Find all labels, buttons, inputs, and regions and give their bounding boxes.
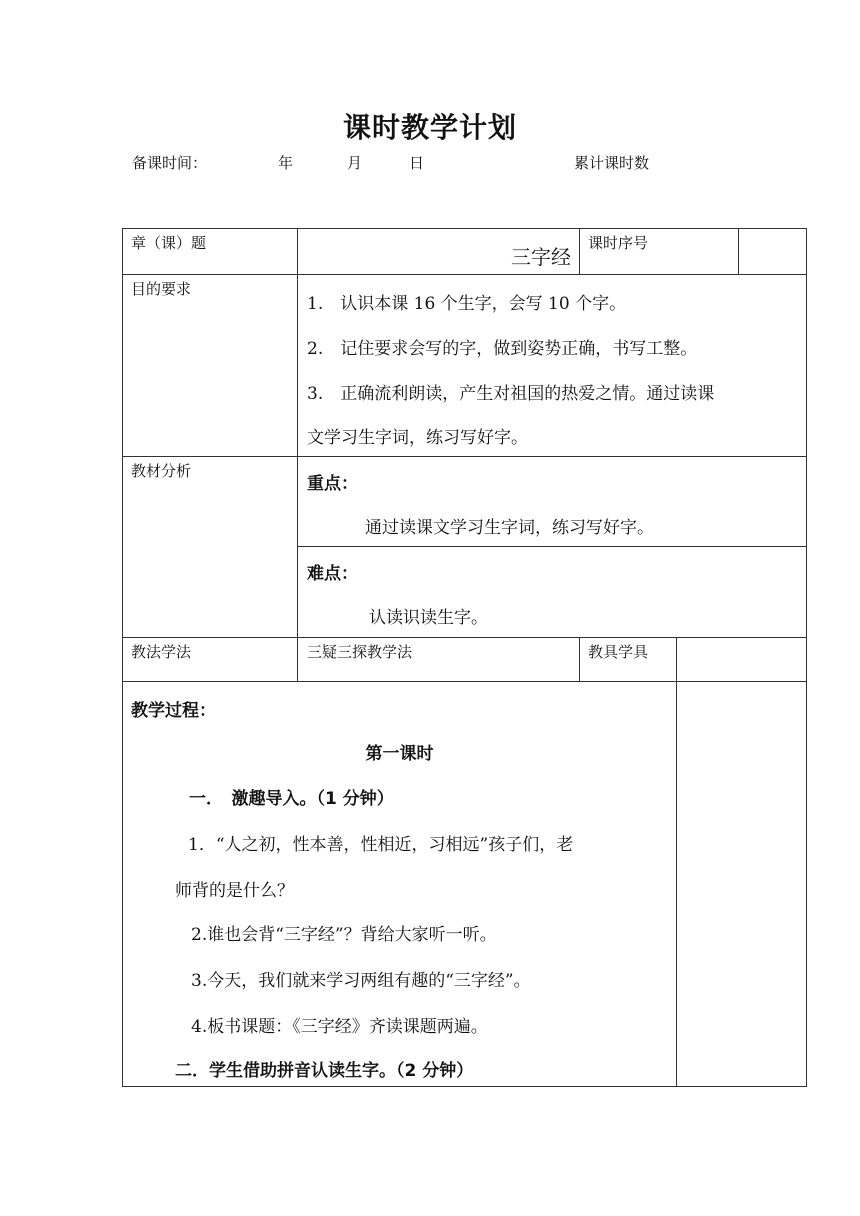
process-cell	[122, 681, 677, 1087]
chapter-value: 三字经	[511, 245, 571, 269]
day-label: 日	[409, 154, 425, 172]
process-item: 2.谁也会背“三字经”？背给大家听一听。	[191, 925, 497, 945]
process-item: 1．“人之初，性本善，性相近，习相远”孩子们，老	[188, 835, 574, 855]
tools-label-cell	[579, 637, 677, 682]
tools-label: 教具学具	[588, 643, 649, 661]
chapter-value-cell	[297, 228, 580, 275]
process-item: 3.今天，我们就来学习两组有趣的“三字经”。	[191, 971, 531, 991]
method-value: 三疑三探教学法	[307, 643, 413, 661]
session-title: 第一课时	[365, 744, 434, 764]
method-label: 教法学法	[131, 643, 192, 661]
process-item: 师背的是什么？	[175, 881, 294, 901]
analysis-label: 教材分析	[131, 462, 192, 480]
difficulty-cell	[297, 546, 807, 638]
lesson-no-label-cell	[579, 228, 739, 275]
year-label: 年	[278, 154, 294, 172]
analysis-label-cell	[122, 456, 298, 638]
key-point-label: 重点：	[307, 474, 358, 494]
month-label: 月	[347, 154, 363, 172]
objectives-label-cell	[122, 274, 298, 457]
chapter-label: 章（课）题	[131, 234, 207, 252]
method-value-cell	[297, 637, 580, 682]
objective-item: 2. 记住要求会写的字，做到姿势正确，书写工整。	[307, 339, 698, 359]
objective-item: 1. 认识本课 16 个生字，会写 10 个字。	[307, 294, 627, 314]
difficulty-label: 难点：	[307, 564, 358, 584]
objectives-cell	[297, 274, 807, 457]
page-title: 课时教学计划	[342, 111, 517, 144]
key-point-cell	[297, 456, 807, 547]
prep-time-label: 备课时间：	[132, 154, 208, 172]
process-notes-cell	[676, 681, 807, 1087]
lesson-no-value-cell	[738, 228, 807, 275]
section-heading: 一． 激趣导入。（1 分钟）	[189, 789, 394, 809]
objectives-label: 目的要求	[131, 280, 192, 298]
process-heading: 教学过程：	[131, 701, 216, 721]
section-heading: 二．学生借助拼音认读生字。（2 分钟）	[175, 1061, 474, 1081]
difficulty-text: 认读识读生字。	[369, 608, 488, 628]
method-label-cell	[122, 637, 298, 682]
tools-value-cell	[676, 637, 807, 682]
chapter-label-cell	[122, 228, 298, 275]
lesson-no-label: 课时序号	[588, 234, 649, 252]
objective-item: 文学习生字词，练习写好字。	[307, 428, 528, 448]
key-point-text: 通过读课文学习生字词，练习写好字。	[365, 518, 654, 538]
cumulative-hours-label: 累计课时数	[574, 154, 650, 172]
process-item: 4.板书课题：《三字经》齐读课题两遍。	[191, 1017, 488, 1037]
objective-item: 3. 正确流利朗读，产生对祖国的热爱之情。通过读课	[307, 384, 715, 404]
